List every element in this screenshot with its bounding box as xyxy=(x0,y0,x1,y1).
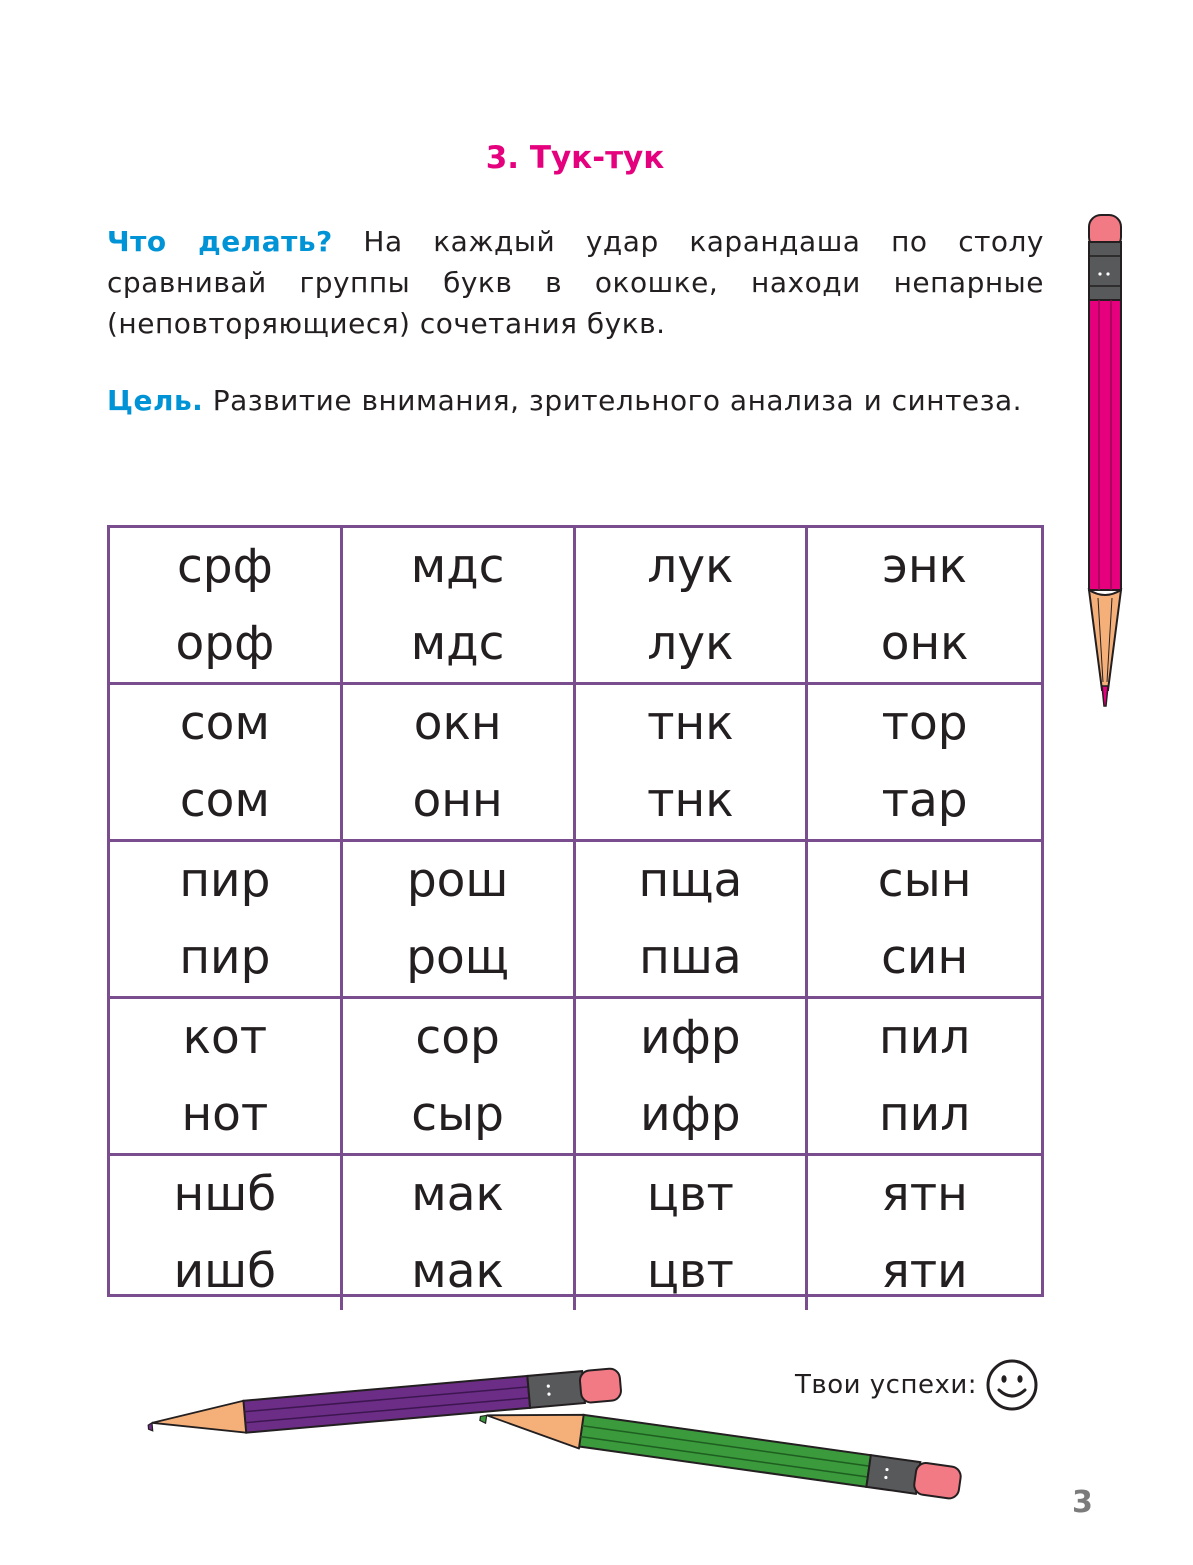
cell-top: пща xyxy=(638,853,743,908)
cell-top: энк xyxy=(882,539,968,594)
cell-bottom: сом xyxy=(179,773,270,828)
cell-bottom: лук xyxy=(647,616,734,671)
grid-cell xyxy=(576,999,809,1156)
goal-text: Развитие внимания, зрительного анализа и синтеза. xyxy=(203,384,1023,417)
cell-bottom: тнк xyxy=(647,773,734,828)
cell-top: сор xyxy=(415,1010,500,1065)
grid-cell xyxy=(576,842,809,999)
goal-label: Цель. xyxy=(107,384,204,417)
cell-top: лук xyxy=(647,539,734,594)
cell-bottom: яти xyxy=(881,1244,968,1299)
page-number: 3 xyxy=(1072,1485,1093,1520)
cell-top: ятн xyxy=(881,1167,968,1222)
cell-top: тнк xyxy=(647,696,734,751)
instructions-label: Что делать? xyxy=(107,225,333,258)
grid-cell xyxy=(110,1156,343,1310)
exercise-title: 3. Тук-тук xyxy=(485,140,665,176)
cell-bottom: нот xyxy=(181,1087,269,1142)
cell-top: кот xyxy=(182,1010,268,1065)
grid-cell xyxy=(808,999,1041,1156)
cell-bottom: мдс xyxy=(410,616,505,671)
cell-bottom: рощ xyxy=(406,930,510,985)
success-label: Твои успехи: xyxy=(795,1370,977,1400)
cell-bottom: мак xyxy=(411,1244,504,1299)
cell-top: ифр xyxy=(640,1010,741,1065)
cell-top: срф xyxy=(176,539,273,594)
cell-bottom: ишб xyxy=(173,1244,277,1299)
cell-bottom: сыр xyxy=(411,1087,505,1142)
cell-bottom: орф xyxy=(175,616,275,671)
cell-top: рош xyxy=(406,853,509,908)
cell-top: цвт xyxy=(646,1167,734,1222)
letters-grid xyxy=(107,525,1044,1297)
grid-cell xyxy=(343,528,576,685)
cell-top: ншб xyxy=(173,1167,277,1222)
cell-top: пир xyxy=(179,853,271,908)
instructions-text: На каждый удар карандаша по столу сравнивай группы букв в окошке, находи непарные (неповторяющиеся) сочетания букв. xyxy=(107,225,1044,340)
goal-paragraph xyxy=(107,380,1044,421)
cell-bottom: цвт xyxy=(646,1244,734,1299)
grid-cell xyxy=(808,685,1041,842)
cell-top: тор xyxy=(881,696,968,751)
cell-bottom: син xyxy=(881,930,969,985)
cell-bottom: тар xyxy=(881,773,968,828)
grid-cell xyxy=(576,685,809,842)
cell-bottom: онн xyxy=(412,773,503,828)
grid-cell xyxy=(808,842,1041,999)
grid-cell xyxy=(110,999,343,1156)
cell-top: сом xyxy=(179,696,270,751)
grid-cell xyxy=(576,528,809,685)
grid-cell xyxy=(808,528,1041,685)
grid-cell xyxy=(110,685,343,842)
grid-cell xyxy=(110,842,343,999)
cell-top: пил xyxy=(878,1010,971,1065)
cell-bottom: онк xyxy=(880,616,969,671)
success-indicator xyxy=(795,1358,1039,1412)
grid-cell xyxy=(808,1156,1041,1310)
cell-bottom: пша xyxy=(639,930,742,985)
cell-bottom: пир xyxy=(179,930,271,985)
cell-top: сын xyxy=(877,853,972,908)
instructions-paragraph xyxy=(107,221,1044,344)
smiley-icon xyxy=(985,1358,1039,1412)
cell-top: окн xyxy=(413,696,502,751)
grid-cell xyxy=(343,1156,576,1310)
pencil-pink-icon xyxy=(1082,212,1128,712)
pencil-green-icon xyxy=(468,1420,968,1510)
grid-cell xyxy=(576,1156,809,1310)
cell-top: мдс xyxy=(410,539,505,594)
grid-cell xyxy=(343,685,576,842)
cell-bottom: пил xyxy=(878,1087,971,1142)
cell-top: мак xyxy=(411,1167,504,1222)
cell-bottom: ифр xyxy=(640,1087,741,1142)
grid-cell xyxy=(110,528,343,685)
grid-cell xyxy=(343,999,576,1156)
grid-cell xyxy=(343,842,576,999)
